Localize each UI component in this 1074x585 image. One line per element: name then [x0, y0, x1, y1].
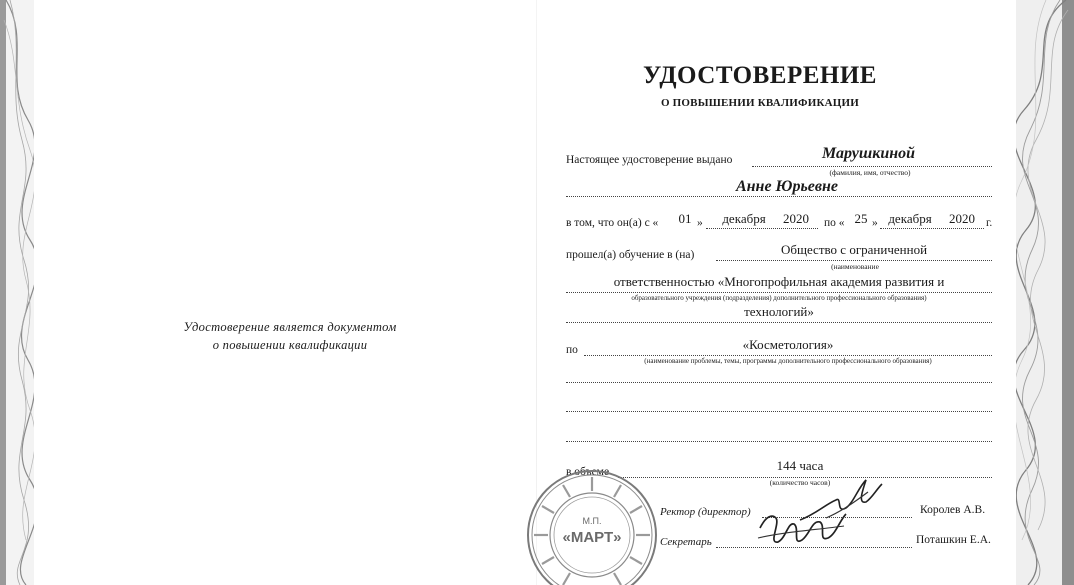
year-suffix: г.: [986, 217, 993, 229]
secretary-name: Поташкин Е.А.: [916, 534, 991, 546]
dotted-line: [706, 228, 818, 229]
program-value: «Косметология»: [742, 337, 834, 352]
dotted-line: [566, 292, 992, 293]
period-to-label: по «: [824, 217, 845, 229]
secretary-signature: [754, 508, 850, 554]
dotted-line: [584, 355, 992, 356]
issued-label: Настоящее удостоверение выдано: [566, 154, 733, 166]
recipient-surname: Марушкиной: [822, 145, 916, 162]
program-caption: (наименование проблемы, темы, программы дополнительного профессионального образования): [644, 357, 932, 365]
left-note-line1: Удостоверение является документом: [183, 320, 397, 334]
program-label: по: [566, 344, 578, 356]
institution-caption1: (наименование: [831, 262, 879, 271]
volume-value: 144 часа: [776, 458, 824, 473]
stamp-text: «МАРТ»: [562, 529, 622, 546]
institution-caption2: образовательного учреждения (подразделения) дополнительного профессионального образования): [631, 294, 927, 302]
left-page-note: [140, 318, 440, 354]
official-seal: [525, 468, 659, 585]
recipient-name: Анне Юрьевне: [736, 178, 838, 195]
left-note-line2: о повышении квалификации: [212, 338, 368, 352]
end-month: декабря: [888, 211, 932, 226]
dotted-line: [566, 411, 992, 412]
name-caption: (фамилия, имя, отчество): [829, 168, 911, 177]
certificate-title: УДОСТОВЕРЕНИЕ: [643, 62, 877, 89]
certificate-spread: Удостоверение является документом о повышении квалификации УДОСТОВЕРЕНИЕ О ПОВЫШЕНИИ КВАЛИФИКАЦИИ Настоящее удостоверение выдано Марушкиной (фамилия, имя, отчество) Анне Юрьевне в том, что он(а) с « 01 » декабря 2020 по « 25 » декабря 2020 г. прошел(а) обучение в (на) Общество с ограниченной (наименование ответственностью «Многопрофильная академия развития и образовательного учреждения (подразделения) дополнительного профессионального образования) технологий» по «Косметология» (наименование проблемы, темы, программы дополнительного профессионального образования) в объеме 144 часа (количество часов) Ректор (директор) Королев А.В. Секретарь Поташкин Е.А. М.П. «МАРТ»: [0, 0, 1074, 585]
guilloche-border-right: [1016, 0, 1074, 585]
start-year: 2020: [783, 211, 809, 226]
dotted-line: [566, 441, 992, 442]
institution-line1: Общество с ограниченной: [780, 242, 928, 257]
start-month: декабря: [722, 211, 766, 226]
volume-label: в объеме: [566, 466, 610, 478]
secretary-label: Секретарь: [660, 536, 712, 548]
end-year: 2020: [949, 211, 975, 226]
stamp-abbr: М.П.: [582, 516, 602, 526]
institution-line2: ответственностью «Многопрофильная академия развития и: [613, 274, 945, 289]
dotted-line: [752, 166, 992, 167]
rector-label: Ректор (директор): [660, 506, 751, 518]
end-day: 25: [854, 211, 868, 226]
guilloche-border-left: [0, 0, 34, 585]
dotted-line: [566, 382, 992, 383]
institution-label: прошел(а) обучение в (на): [566, 249, 695, 261]
period-label: в том, что он(а) с «: [566, 217, 659, 229]
institution-line3: технологий»: [744, 304, 814, 319]
dotted-line: [716, 260, 992, 261]
dotted-line: [566, 196, 992, 197]
certificate-subtitle: О ПОВЫШЕНИИ КВАЛИФИКАЦИИ: [660, 97, 860, 109]
dotted-line: [880, 228, 984, 229]
volume-caption: (количество часов): [769, 478, 831, 487]
start-day: 01: [678, 211, 692, 226]
rector-name: Королев А.В.: [920, 504, 986, 516]
dotted-line: [566, 322, 992, 323]
